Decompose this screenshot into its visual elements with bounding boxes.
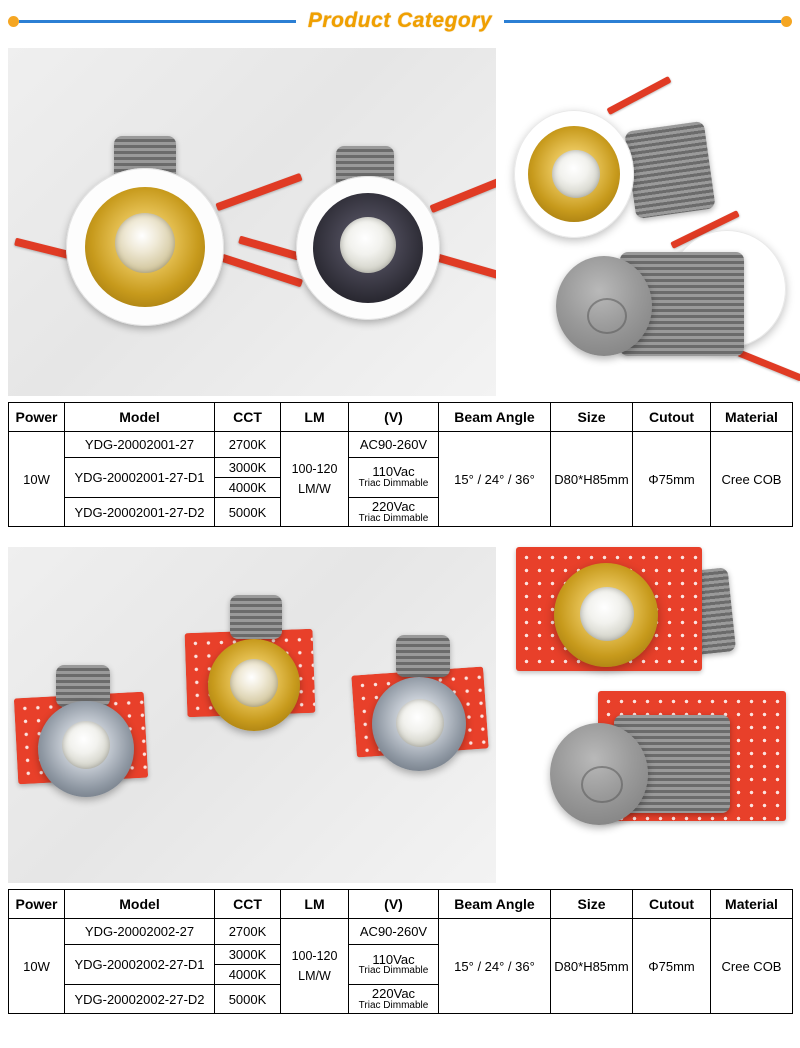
- reflector-gold: [554, 563, 658, 667]
- voltage-sub: Triac Dimmable: [358, 512, 429, 524]
- heatsink: [396, 635, 450, 677]
- th-material: Material: [711, 890, 793, 919]
- page-title: Product Category: [307, 9, 493, 32]
- cell-model-3: YDG-20002002-27-D2: [65, 985, 215, 1014]
- voltage-main: 220Vac: [371, 986, 416, 1002]
- product-photo-main-1: [8, 48, 496, 396]
- voltage-sub: Triac Dimmable: [358, 999, 429, 1011]
- cell-size: D80*H85mm: [551, 432, 633, 527]
- cell-cct-4: 5000K: [215, 498, 281, 527]
- table-header-row: [9, 403, 793, 432]
- th-size: Size: [551, 403, 633, 432]
- downlight-gold-front: [66, 168, 224, 326]
- cell-model-3: YDG-20002001-27-D2: [65, 498, 215, 527]
- cell-lm: [281, 432, 349, 527]
- cell-size: D80*H85mm: [551, 919, 633, 1014]
- cell-cct-1: 2700K: [215, 432, 281, 458]
- spec-table-1: [8, 402, 793, 527]
- cell-lm-value: 100-120: [291, 462, 338, 477]
- cell-cct-2: 3000K: [215, 945, 281, 965]
- banner-rule-right: [504, 20, 781, 23]
- heatsink: [230, 595, 282, 639]
- th-cutout: Cutout: [633, 890, 711, 919]
- th-power: Power: [9, 890, 65, 919]
- th-beam-angle: Beam Angle: [439, 403, 551, 432]
- banner-rule-left: [19, 20, 296, 23]
- th-voltage: (V): [349, 403, 439, 432]
- reflector-silver: [372, 677, 466, 771]
- voltage-sub: Triac Dimmable: [358, 965, 429, 977]
- th-voltage: (V): [349, 890, 439, 919]
- product-photo-main-2: [8, 547, 496, 883]
- driver-cap: [550, 723, 648, 825]
- cell-cct-2: 3000K: [215, 458, 281, 478]
- cell-material: Cree COB: [711, 432, 793, 527]
- cell-voltage-3: [349, 985, 439, 1014]
- mounting-spring: [238, 236, 300, 261]
- banner-dot-right: [781, 16, 792, 27]
- reflector-gold: [208, 639, 300, 731]
- cell-voltage-3: [349, 498, 439, 527]
- cell-lm: [281, 919, 349, 1014]
- cob-led: [62, 721, 110, 769]
- th-lm: LM: [281, 890, 349, 919]
- cell-lm-unit: LM/W: [298, 969, 331, 984]
- cell-voltage-1: AC90-260V: [349, 919, 439, 945]
- driver-cap: [556, 256, 652, 356]
- reflector-silver: [38, 701, 134, 797]
- heatsink: [624, 121, 715, 219]
- th-cct: CCT: [215, 890, 281, 919]
- th-model: Model: [65, 890, 215, 919]
- voltage-main: 220Vac: [371, 499, 416, 514]
- cob-led: [396, 699, 444, 747]
- product-photo-detail-1: [496, 42, 800, 402]
- trim-ring: [296, 176, 440, 320]
- cell-cct-4: 5000K: [215, 985, 281, 1014]
- reflector-dark: [313, 193, 423, 303]
- reflector-gold: [528, 126, 620, 222]
- product-photo-detail-2: [496, 541, 800, 889]
- cell-lm-unit: LM/W: [298, 482, 331, 497]
- mounting-spring: [215, 173, 302, 211]
- table-row: [9, 919, 793, 945]
- cell-voltage-1: AC90-260V: [349, 432, 439, 458]
- cell-power: 10W: [9, 919, 65, 1014]
- downlight-dark-front: [296, 176, 440, 320]
- trim-ring: [66, 168, 224, 326]
- th-lm: LM: [281, 403, 349, 432]
- cob-led: [230, 659, 278, 707]
- cob-led: [340, 217, 396, 273]
- product-image-group-1: [0, 42, 800, 402]
- cell-model-1: YDG-20002001-27: [65, 432, 215, 458]
- cob-led: [580, 587, 634, 641]
- cell-material: Cree COB: [711, 919, 793, 1014]
- table-header-row: [9, 890, 793, 919]
- mounting-spring: [606, 76, 671, 115]
- voltage-main: 110Vac: [372, 951, 415, 967]
- cell-cct-1: 2700K: [215, 919, 281, 945]
- th-cutout: Cutout: [633, 403, 711, 432]
- th-power: Power: [9, 403, 65, 432]
- spec-table-2: [8, 889, 793, 1014]
- banner-dot-left: [8, 16, 19, 27]
- th-size: Size: [551, 890, 633, 919]
- cell-power: 10W: [9, 432, 65, 527]
- th-material: Material: [711, 403, 793, 432]
- cell-beam-angle: 15° / 24° / 36°: [439, 919, 551, 1014]
- trim-ring: [514, 110, 634, 238]
- th-model: Model: [65, 403, 215, 432]
- cell-beam-angle: 15° / 24° / 36°: [439, 432, 551, 527]
- cell-lm-value: 100-120: [291, 949, 338, 964]
- th-cct: CCT: [215, 403, 281, 432]
- page-header-banner: [0, 0, 800, 42]
- voltage-sub: Triac Dimmable: [358, 478, 429, 490]
- cell-cct-3: 4000K: [215, 478, 281, 498]
- cell-model-2: YDG-20002001-27-D1: [65, 458, 215, 498]
- cell-cutout: Φ75mm: [633, 432, 711, 527]
- reflector-gold: [85, 187, 205, 307]
- voltage-main: 110Vac: [372, 464, 415, 480]
- table-row: [9, 432, 793, 458]
- cell-cct-3: 4000K: [215, 965, 281, 985]
- th-beam-angle: Beam Angle: [439, 890, 551, 919]
- cell-model-2: YDG-20002002-27-D1: [65, 945, 215, 985]
- product-image-group-2: [0, 541, 800, 889]
- cob-led: [552, 150, 600, 198]
- cell-model-1: YDG-20002002-27: [65, 919, 215, 945]
- cell-cutout: Φ75mm: [633, 919, 711, 1014]
- mounting-spring: [737, 350, 800, 382]
- cell-voltage-2: [349, 945, 439, 985]
- cell-voltage-2: [349, 458, 439, 498]
- cob-led: [115, 213, 175, 273]
